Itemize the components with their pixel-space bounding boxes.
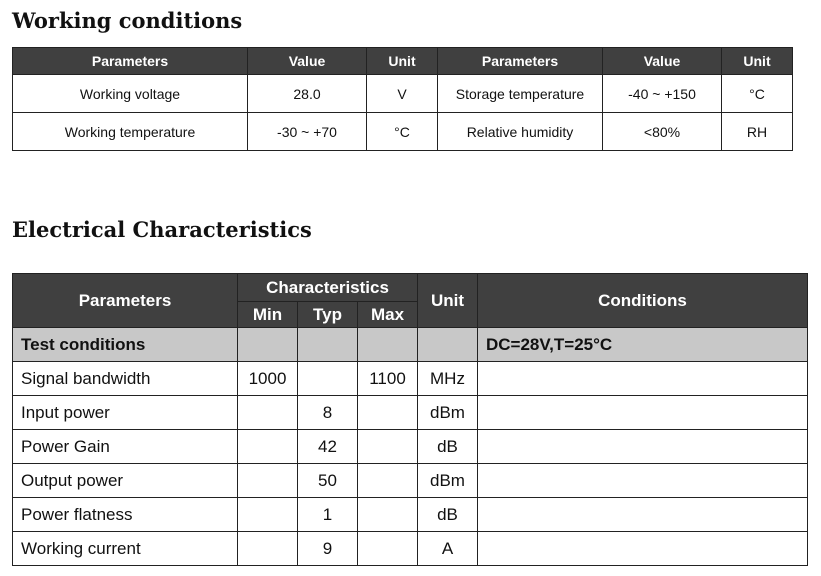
- table-cell: 1100: [358, 362, 418, 396]
- table-cell: [358, 498, 418, 532]
- table-cell: -30 ~ +70: [248, 113, 367, 151]
- table-cell: Output power: [13, 464, 238, 498]
- table-cell: [478, 464, 808, 498]
- table-cell: [358, 430, 418, 464]
- table-cell: dB: [418, 498, 478, 532]
- table-cell: Relative humidity: [438, 113, 603, 151]
- table-cell: [358, 328, 418, 362]
- electrical-characteristics-heading: Electrical Characteristics: [12, 217, 312, 242]
- table-cell: 28.0: [248, 75, 367, 113]
- table-cell: 50: [298, 464, 358, 498]
- table-cell: Working voltage: [13, 75, 248, 113]
- header-parameters: Parameters: [13, 274, 238, 328]
- header-unit: Unit: [418, 274, 478, 328]
- table-cell: dBm: [418, 464, 478, 498]
- table-cell: RH: [722, 113, 793, 151]
- working-conditions-table: [12, 47, 793, 151]
- header-max: Max: [358, 302, 418, 328]
- table-cell: [238, 328, 298, 362]
- table-header-row: [13, 48, 793, 75]
- table-cell: [238, 498, 298, 532]
- header-typ: Typ: [298, 302, 358, 328]
- table-cell: Input power: [13, 396, 238, 430]
- header-cell: Parameters: [13, 48, 248, 75]
- header-cell: Unit: [367, 48, 438, 75]
- table-cell: 1: [298, 498, 358, 532]
- table-cell: -40 ~ +150: [603, 75, 722, 113]
- table-cell: DC=28V,T=25°C: [478, 328, 808, 362]
- table-row: [13, 396, 808, 430]
- table-cell: Test conditions: [13, 328, 238, 362]
- table-cell: <80%: [603, 113, 722, 151]
- table-cell: [238, 464, 298, 498]
- table-cell: [238, 430, 298, 464]
- table-cell: [298, 362, 358, 396]
- table-row: [13, 362, 808, 396]
- table-cell: Working current: [13, 532, 238, 566]
- table-row: [13, 430, 808, 464]
- table-cell: [478, 532, 808, 566]
- table-cell: V: [367, 75, 438, 113]
- table-header-row: [13, 274, 808, 302]
- table-cell: 1000: [238, 362, 298, 396]
- table-cell: 8: [298, 396, 358, 430]
- table-cell: [478, 362, 808, 396]
- table-cell: [238, 396, 298, 430]
- table-row: [13, 113, 793, 151]
- table-cell: [358, 532, 418, 566]
- table-cell: 42: [298, 430, 358, 464]
- table-cell: Working temperature: [13, 113, 248, 151]
- header-cell: Parameters: [438, 48, 603, 75]
- table-cell: Signal bandwidth: [13, 362, 238, 396]
- table-cell: °C: [722, 75, 793, 113]
- table-row: [13, 532, 808, 566]
- table-cell: [478, 498, 808, 532]
- table-row: [13, 464, 808, 498]
- table-row: [13, 75, 793, 113]
- table-cell: Storage temperature: [438, 75, 603, 113]
- table-cell: [358, 396, 418, 430]
- table-cell: [478, 396, 808, 430]
- table-cell: dB: [418, 430, 478, 464]
- header-characteristics: Characteristics: [238, 274, 418, 302]
- table-cell: [238, 532, 298, 566]
- table-cell: A: [418, 532, 478, 566]
- table-cell: [358, 464, 418, 498]
- table-cell: MHz: [418, 362, 478, 396]
- electrical-characteristics-table: [12, 273, 808, 566]
- header-cell: Unit: [722, 48, 793, 75]
- header-min: Min: [238, 302, 298, 328]
- table-cell: [418, 328, 478, 362]
- header-cell: Value: [248, 48, 367, 75]
- table-cell: Power flatness: [13, 498, 238, 532]
- table-cell: 9: [298, 532, 358, 566]
- table-cell: [298, 328, 358, 362]
- table-cell: °C: [367, 113, 438, 151]
- working-conditions-heading: Working conditions: [12, 8, 243, 33]
- table-cell: Power Gain: [13, 430, 238, 464]
- table-row-test-conditions: [13, 328, 808, 362]
- table-row: [13, 498, 808, 532]
- header-conditions: Conditions: [478, 274, 808, 328]
- header-cell: Value: [603, 48, 722, 75]
- table-cell: [478, 430, 808, 464]
- table-cell: dBm: [418, 396, 478, 430]
